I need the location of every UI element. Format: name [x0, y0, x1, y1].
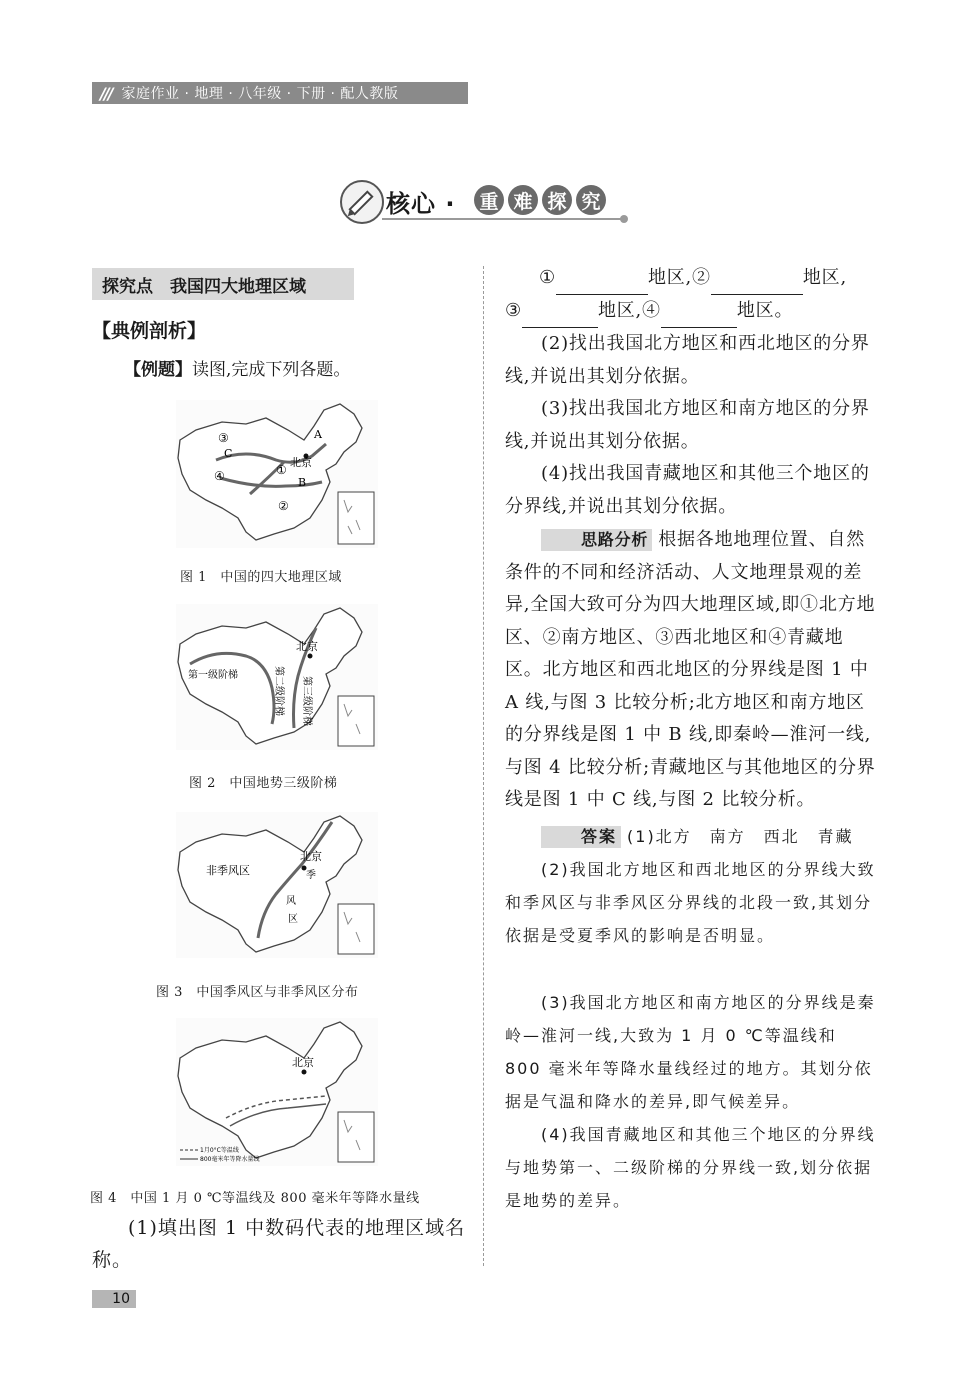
- blank-1[interactable]: [556, 273, 648, 295]
- map3-caption: 图 3 中国季风区与非季风区分布: [156, 985, 359, 1000]
- banner-circles: [474, 185, 606, 215]
- banner-circle-char: 究: [576, 185, 606, 215]
- map1-label-beijing: 北京: [290, 456, 312, 469]
- map1-label-3: ③: [218, 431, 229, 445]
- fill-blanks-line1: ① 地区,② 地区,: [505, 262, 877, 295]
- map1-label-b: B: [298, 476, 307, 489]
- map4-caption: 图 4 中国 1 月 0 ℃等温线及 800 毫米年等降水量线: [90, 1191, 420, 1206]
- example-line: [124, 355, 350, 380]
- banner-circle-char: 探: [542, 185, 572, 215]
- map1-label-a: A: [314, 428, 322, 441]
- map2-label-step3: 第三级阶梯: [301, 676, 312, 726]
- header-bar: [92, 82, 468, 104]
- example-text: 读图,完成下列各题。: [192, 360, 351, 380]
- banner-circle-char: 难: [508, 185, 538, 215]
- map3-label-ji: 季: [306, 870, 316, 881]
- map3-label-nonmonsoon: 非季风区: [206, 864, 250, 877]
- answer-1: [505, 820, 877, 853]
- map3-label-qu: 区: [288, 914, 298, 925]
- answer-2: (2)我国北方地区和西北地区的分界线大致和季风区与非季风区分界线的北段一致,其划分依据是受夏季风的影响是否明显。: [505, 860, 876, 945]
- question-2: (2)找出我国北方地区和西北地区的分界线,并说出其划分依据。: [505, 333, 870, 387]
- banner-dot: [620, 215, 628, 223]
- map2-caption: 图 2 中国地势三级阶梯: [189, 776, 338, 791]
- question-3: (3)找出我国北方地区和南方地区的分界线,并说出其划分依据。: [505, 398, 870, 452]
- answer-4: (4)我国青藏地区和其他三个地区的分界线与地势第一、二级阶梯的分界线一致,划分依据是地势的差异。: [505, 1125, 876, 1210]
- page-number: 10: [92, 1290, 136, 1308]
- map4-legend-isotherm: 1月0°C等温线: [200, 1147, 239, 1154]
- section-title: 【典例剖析】: [92, 320, 207, 342]
- analysis-paragraph: [505, 524, 877, 817]
- banner-underline: [382, 218, 622, 220]
- banner-circle-char: 重: [474, 185, 504, 215]
- topic-heading: 探究点 我国四大地理区域: [92, 268, 354, 300]
- section-banner: [336, 172, 636, 234]
- map-terrain-steps: [176, 604, 378, 750]
- header-slashes: ///: [100, 83, 112, 103]
- map1-label-4: ④: [214, 469, 225, 483]
- map-four-regions: [176, 400, 378, 548]
- blank-4[interactable]: [661, 306, 737, 328]
- pencil-icon: [340, 180, 384, 224]
- map3-label-feng: 风: [286, 896, 296, 907]
- map-isotherm: [176, 1018, 378, 1166]
- map1-label-2: ②: [278, 499, 289, 513]
- fill-blanks-line2: ③ 地区,④ 地区。: [505, 295, 877, 328]
- header-title: 家庭作业 · 地理 · 八年级 · 下册 · 配人教版: [121, 86, 399, 102]
- question-1: (1)填出图 1 中数码代表的地理区域名称。: [92, 1217, 466, 1271]
- answer-1-text: (1)北方 南方 西北 青藏: [627, 827, 854, 846]
- column-divider: [483, 266, 484, 1266]
- map4-legend-precip: 800毫米年等降水量线: [200, 1156, 260, 1163]
- blank-2[interactable]: [711, 273, 803, 295]
- map4-label-beijing: 北京: [292, 1056, 314, 1069]
- map2-label-step2: 第二级阶梯: [273, 666, 284, 716]
- map3-label-beijing: 北京: [300, 850, 322, 863]
- map2-label-beijing: 北京: [296, 640, 318, 653]
- analysis-tag: 思路分析: [541, 529, 652, 551]
- blank-3[interactable]: [522, 306, 598, 328]
- answer-tag: 答案: [541, 826, 621, 848]
- map1-label-c: C: [224, 447, 233, 460]
- analysis-text: 根据各地地理位置、自然条件的不同和经济活动、人文地理景观的差异,全国大致可分为四大地理区域,即①北方地区、②南方地区、③西北地区和④青藏地区。北方地区和西北地区的分界线是图 1 中 A 线,与图 3 比较分析;北方地区和南方地区的分界线是图 1 中 B 线,即秦岭—淮河一线,与图 4 比较分析;青藏地区与其他地区的分界线是图 1 中 C 线,与图 2 比较分析。: [505, 529, 876, 810]
- question-4: (4)找出我国青藏地区和其他三个地区的分界线,并说出其划分依据。: [505, 463, 870, 517]
- map-monsoon: [176, 812, 378, 958]
- answer-3: (3)我国北方地区和南方地区的分界线是秦岭—淮河一线,大致为 1 月 0 ℃等温线和 800 毫米年等降水量线经过的地方。其划分依据是气温和降水的差异,即气候差异。: [505, 993, 876, 1111]
- map1-caption: 图 1 中国的四大地理区域: [180, 570, 342, 585]
- map1-label-1: ①: [276, 463, 287, 477]
- banner-text: 核心 ·: [386, 190, 456, 218]
- map2-label-step1: 第一级阶梯: [188, 670, 238, 681]
- example-label: 【例题】: [124, 360, 192, 380]
